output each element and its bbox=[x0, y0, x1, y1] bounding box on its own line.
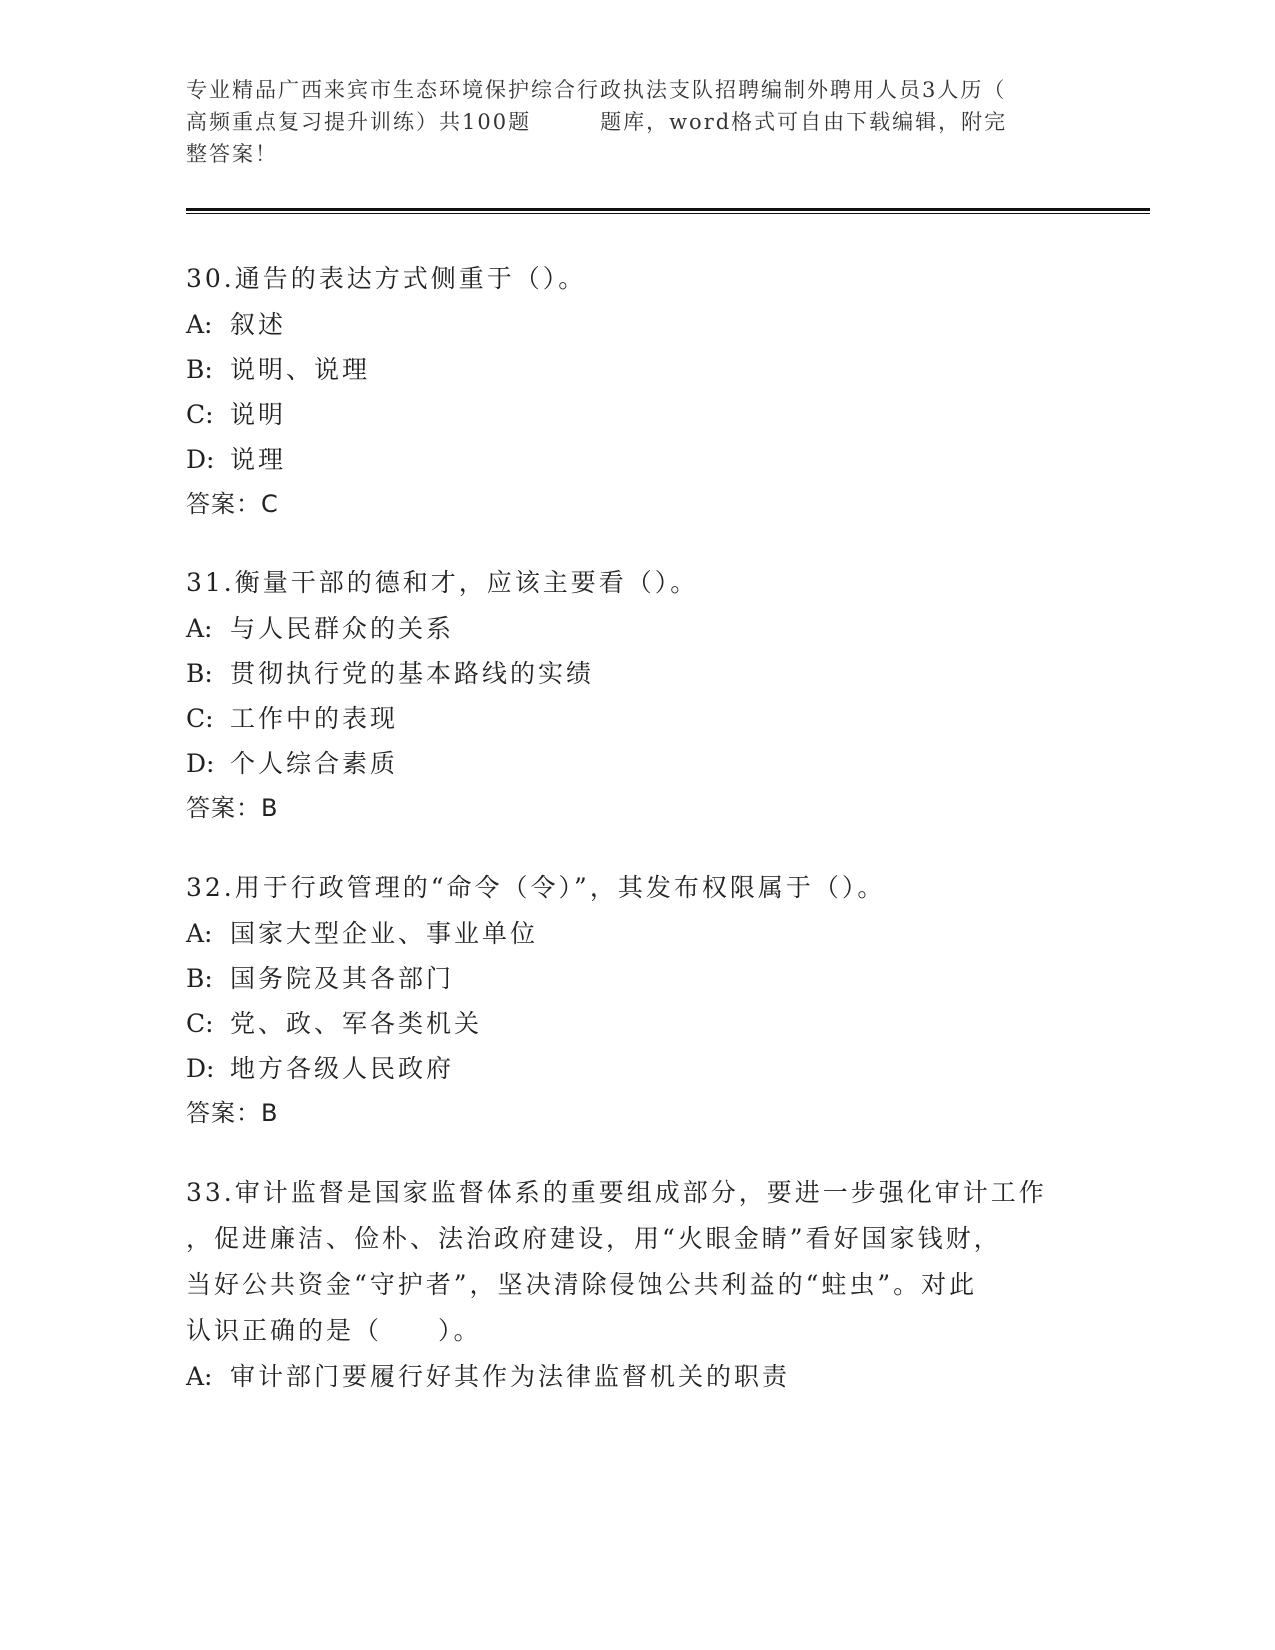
option-text: 党、政、军各类机关 bbox=[230, 1009, 483, 1038]
answer-line: 答案：C bbox=[186, 490, 279, 518]
option-text: 国家大型企业、事业单位 bbox=[230, 919, 539, 948]
option-letter: A: bbox=[186, 614, 213, 643]
option-letter: B: bbox=[186, 355, 213, 384]
option-letter: C: bbox=[186, 400, 214, 429]
option-a bbox=[186, 302, 1086, 347]
option-text: 说明、说理 bbox=[230, 355, 371, 384]
option-b bbox=[186, 347, 1086, 392]
option-text: 说理 bbox=[230, 445, 287, 474]
option-text: 审计部门要履行好其作为法律监督机关的职责 bbox=[230, 1362, 791, 1391]
question-stem: 30.通告的表达方式侧重于（）。 bbox=[186, 264, 587, 293]
option-letter: C: bbox=[186, 704, 214, 733]
option-letter: D: bbox=[186, 1054, 215, 1083]
question-30 bbox=[186, 256, 1086, 527]
question-stem-line: 当好公共资金“守护者”，坚决清除侵蚀公共利益的“蛀虫”。对此 bbox=[186, 1270, 978, 1299]
question-stem-line: ，促进廉洁、俭朴、法治政府建设，用“火眼金睛”看好国家钱财， bbox=[186, 1224, 1002, 1253]
document-header bbox=[186, 74, 1066, 170]
option-a bbox=[186, 606, 1086, 651]
option-d bbox=[186, 741, 1086, 786]
option-letter: D: bbox=[186, 445, 215, 474]
header-line: 高频重点复习提升训练）共100题 题库，word格式可自由下载编辑，附完 bbox=[186, 110, 1008, 134]
option-letter: C: bbox=[186, 1009, 214, 1038]
question-stem: 31.衡量干部的德和才，应该主要看（）。 bbox=[186, 568, 699, 597]
option-d bbox=[186, 1046, 1086, 1091]
header-line: 专业精品广西来宾市生态环境保护综合行政执法支队招聘编制外聘用人员3人历（ bbox=[186, 78, 1007, 102]
option-a bbox=[186, 911, 1086, 956]
option-letter: D: bbox=[186, 749, 215, 778]
option-letter: A: bbox=[186, 919, 213, 948]
option-b bbox=[186, 651, 1086, 696]
option-text: 叙述 bbox=[230, 310, 287, 339]
option-c bbox=[186, 392, 1086, 437]
answer-line: 答案：B bbox=[186, 794, 279, 822]
question-stem-line: 33.审计监督是国家监督体系的重要组成部分，要进一步强化审计工作 bbox=[186, 1178, 1047, 1207]
option-text: 说明 bbox=[230, 400, 287, 429]
option-a bbox=[186, 1354, 1086, 1399]
option-letter: B: bbox=[186, 964, 213, 993]
option-text: 贯彻执行党的基本路线的实绩 bbox=[230, 659, 595, 688]
option-b bbox=[186, 956, 1086, 1001]
header-line: 整答案！ bbox=[186, 142, 278, 166]
header-divider bbox=[186, 208, 1150, 211]
option-letter: A: bbox=[186, 1362, 213, 1391]
option-c bbox=[186, 1001, 1086, 1046]
question-31 bbox=[186, 560, 1086, 831]
question-32 bbox=[186, 865, 1086, 1136]
question-33 bbox=[186, 1170, 1086, 1399]
option-d bbox=[186, 437, 1086, 482]
option-text: 地方各级人民政府 bbox=[230, 1054, 455, 1083]
option-letter: B: bbox=[186, 659, 213, 688]
option-text: 个人综合素质 bbox=[230, 749, 399, 778]
option-text: 国务院及其各部门 bbox=[230, 964, 455, 993]
answer-line: 答案：B bbox=[186, 1099, 279, 1127]
question-stem-line: 认识正确的是（ ）。 bbox=[186, 1316, 482, 1345]
header-divider-thin bbox=[186, 213, 1150, 214]
question-stem: 32.用于行政管理的“命令（令）”，其发布权限属于（）。 bbox=[186, 873, 886, 902]
option-text: 与人民群众的关系 bbox=[230, 614, 455, 643]
option-letter: A: bbox=[186, 310, 213, 339]
option-text: 工作中的表现 bbox=[230, 704, 399, 733]
option-c bbox=[186, 696, 1086, 741]
